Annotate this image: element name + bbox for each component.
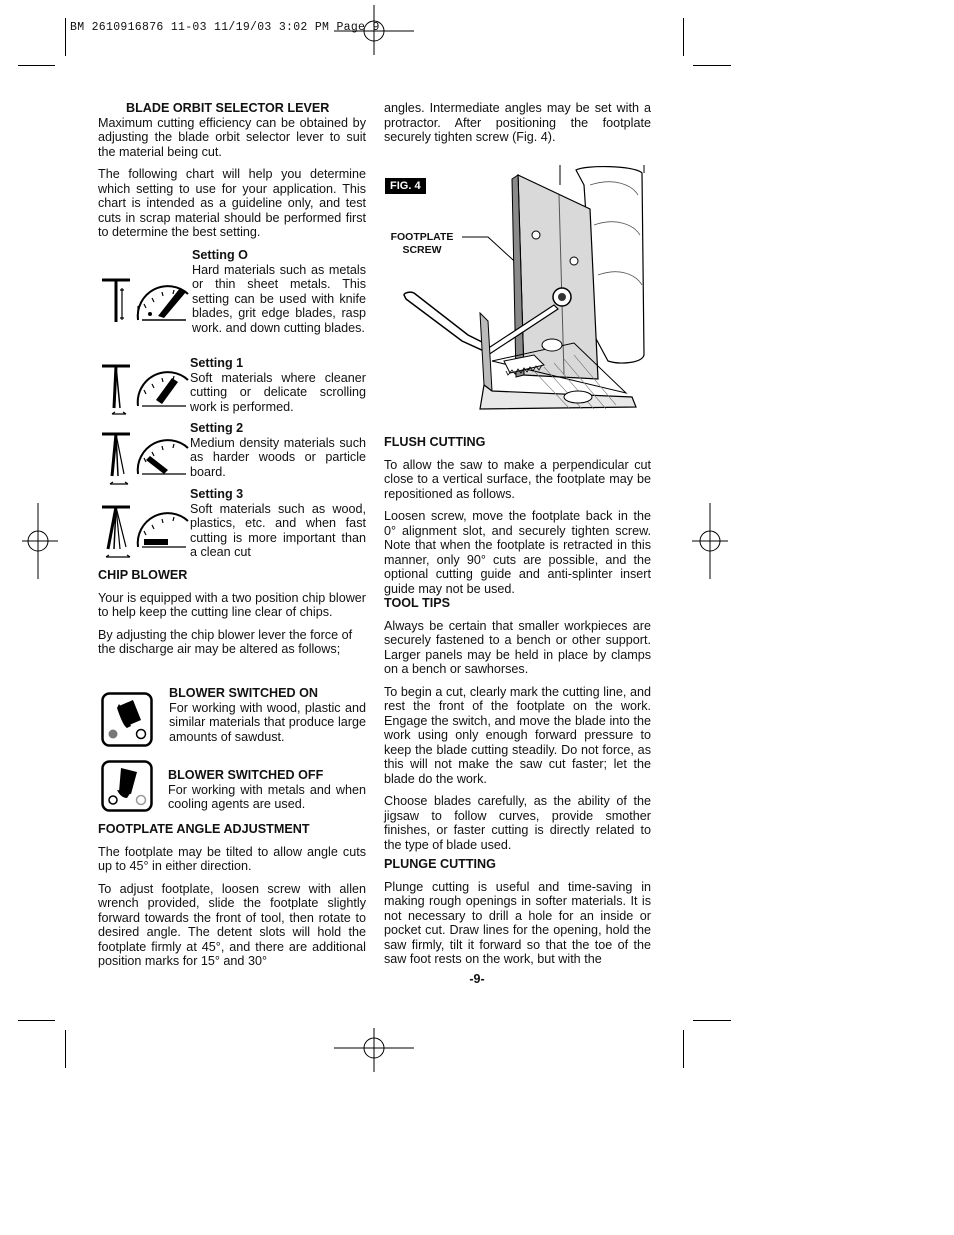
figure-tag: FIG. 4	[385, 178, 426, 194]
blower-off-title: BLOWER SWITCHED OFF	[168, 768, 324, 782]
left-column-intro	[98, 101, 366, 248]
crop-mark	[18, 1020, 55, 1021]
paragraph: By adjusting the chip blower lever the force of the discharge air may be altered as follows;	[98, 627, 353, 656]
crop-mark	[683, 1030, 684, 1068]
crop-mark	[693, 65, 731, 66]
section-heading: FLUSH CUTTING	[384, 435, 486, 449]
crop-mark	[65, 18, 66, 56]
registration-mark	[692, 503, 732, 579]
setting-item	[190, 421, 366, 479]
footplate-figure	[384, 165, 652, 411]
setting-item	[192, 248, 366, 335]
crop-mark	[693, 1020, 731, 1021]
blower-off-icon	[101, 760, 153, 812]
section-heading: BLADE ORBIT SELECTOR LEVER	[126, 101, 330, 115]
blower-off-text: For working with metals and when cooling agents are used.	[168, 782, 366, 811]
chip-blower-section	[98, 568, 366, 665]
paragraph: The footplate may be tilted to allow angle cuts up to 45° in either direction.	[98, 844, 366, 873]
footplate-angle-section	[98, 822, 366, 977]
page-number: -9-	[469, 972, 485, 986]
figure-callout-label: FOOTPLATE SCREW	[390, 231, 454, 256]
blower-on-icon	[101, 692, 153, 747]
setting-title: Setting O	[192, 248, 248, 262]
setting-text: Medium density materials such as harder woods or particle board.	[190, 435, 366, 479]
blower-on-item	[169, 686, 366, 744]
blower-off-item	[168, 768, 366, 812]
orbit-setting-1-icon	[100, 362, 190, 417]
right-column-top	[384, 101, 651, 153]
section-heading: TOOL TIPS	[384, 596, 451, 610]
crop-mark	[683, 18, 684, 56]
orbit-setting-3-icon	[100, 503, 190, 561]
setting-title: Setting 2	[190, 421, 244, 435]
crop-mark	[18, 65, 55, 66]
paragraph: Always be certain that smaller workpieces are securely fastened to a bench or other support. Larger panels may be held in place by clamps on a bench or sawhorses.	[384, 618, 651, 676]
orbit-setting-0-icon	[100, 276, 190, 326]
blower-on-title: BLOWER SWITCHED ON	[169, 686, 319, 700]
setting-item	[190, 356, 366, 414]
section-heading: CHIP BLOWER	[98, 568, 188, 582]
paragraph: To adjust footplate, loosen screw with allen wrench provided, slide the footplate slightly forward towards the front of tool, then rotate to desired angle. The detent slots will hold the footplate firmly at 45°, and there are additional position marks for 15° and 30°	[98, 881, 366, 968]
blower-on-text: For working with wood, plastic and similar materials that produce large amounts of sawdust.	[169, 700, 366, 744]
setting-title: Setting 1	[190, 356, 244, 370]
paragraph: To begin a cut, clearly mark the cutting line, and rest the front of the footplate on the work. Engage the switch, and move the blade into the work using only enough forward pressure to keep the blade cutting steadily. Do not force, as this will not make the saw cut faster; let the blade do the work.	[384, 684, 651, 786]
registration-mark	[334, 5, 414, 55]
section-heading: PLUNGE CUTTING	[384, 857, 496, 871]
paragraph: The following chart will help you determine which setting to use for your application. This chart is intended as a guideline only, and test cuts in scrap material should be performed first to determine the best setting.	[98, 167, 366, 239]
registration-mark	[334, 1028, 414, 1072]
setting-text: Hard materials such as metals or thin sheet metals. This setting can be used with knife blades, grit edge blades, rasp work. and down cutting blades.	[192, 262, 366, 335]
plunge-cutting-section	[384, 857, 651, 975]
printer-slug: BM 2610916876 11-03 11/19/03 3:02 PM Page 9	[70, 21, 380, 34]
paragraph: To allow the saw to make a perpendicular cut close to a vertical surface, the footplate may be repositioned as follows.	[384, 457, 651, 501]
paragraph: Maximum cutting efficiency can be obtained by adjusting the blade orbit selector lever to suit the material being cut.	[98, 115, 366, 159]
setting-title: Setting 3	[190, 487, 244, 501]
paragraph: Loosen screw, move the footplate back in the 0° alignment slot, and securely tighten screw. Note that when the footplate is retracted in this manner, only 90° cuts are possible, and the optional cutting guide and anti-splinter insert guide may not be used.	[384, 509, 651, 596]
setting-text: Soft materials such as wood, plastics, etc. and when fast cutting is more important than a clean cut	[190, 501, 366, 559]
flush-cutting-section	[384, 435, 651, 604]
setting-item	[190, 487, 366, 560]
tool-tips-section	[384, 596, 651, 860]
paragraph: angles. Intermediate angles may be set with a protractor. After positioning the footplate securely tighten screw (Fig. 4).	[384, 101, 651, 144]
paragraph: Your is equipped with a two position chip blower to help keep the cutting line clear of chips.	[98, 590, 366, 619]
paragraph: Choose blades carefully, as the ability of the jigsaw to follow curves, provide smother finishes, or faster cutting is directly related to the type of blade used.	[384, 794, 651, 852]
paragraph: Plunge cutting is useful and time-saving in making rough openings in softer materials. It is not necessary to drill a hole for an inside or pocket cut. Draw lines for the opening, hold the saw firmly, tilt it forward so that the toe of the saw foot rests on the work, but with the	[384, 879, 651, 966]
orbit-setting-2-icon	[100, 430, 190, 488]
section-heading: FOOTPLATE ANGLE ADJUSTMENT	[98, 822, 310, 836]
crop-mark	[65, 1030, 66, 1068]
registration-mark	[20, 503, 60, 579]
setting-text: Soft materials where cleaner cutting or delicate scrolling work is performed.	[190, 370, 366, 414]
